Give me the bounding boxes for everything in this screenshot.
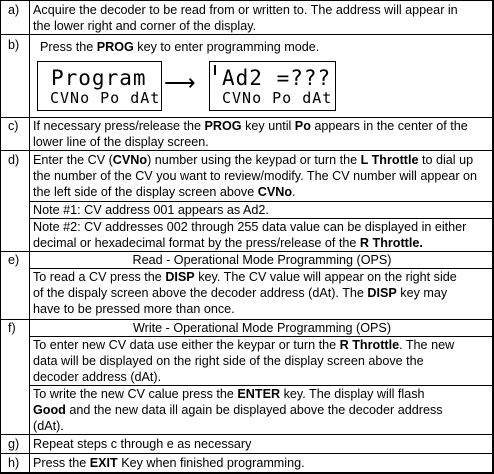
lcd-display-program	[37, 61, 162, 111]
lcd-line2: CVNo Po dAt	[50, 89, 161, 107]
lcd-line2: CVNo Po dAt	[222, 89, 333, 107]
row-e-line1: To read a CV press the DISP key. The CV value will appear on the right side	[33, 270, 457, 284]
row-label: b)	[8, 38, 20, 52]
row-c-line1: If necessary press/release the PROG key until Po appears in the center of the	[33, 119, 468, 133]
row-f-p2-line3: (dAt).	[33, 419, 64, 433]
section-title-read: Read - Operational Mode Programming (OPS)	[132, 253, 392, 267]
exit-key: EXIT	[89, 456, 118, 470]
row-label: c)	[8, 119, 19, 133]
row-a-line1: Acquire the decoder to be read from or written to. The address will appear in	[33, 3, 458, 17]
row-f-p1-line3: decoder address (dAt).	[33, 370, 162, 384]
row-g-text: Repeat steps c through e as necessary	[33, 437, 252, 451]
cursor-mark	[214, 65, 216, 75]
row-f-p1-line2: data will be displayed on the right side of the display screen above the	[33, 354, 424, 368]
note-1: Note #1: CV address 001 appears as Ad2.	[33, 203, 269, 217]
row-f-p2-line1: To write the new CV calue press the ENTER key. The display will flash	[33, 387, 425, 401]
row-label: g)	[8, 437, 20, 451]
row-label: e)	[8, 253, 20, 267]
note-2-line2: decimal or hexadecimal format by the press/release of the R Throttle.	[33, 236, 423, 250]
row-label: h)	[8, 456, 20, 470]
note-2-line1: Note #2: CV addresses 002 through 255 data value can be displayed in either	[33, 220, 467, 234]
prog-key: PROG	[96, 40, 134, 54]
lcd-line1: Program	[51, 66, 147, 90]
row-f-p1-line1: To enter new CV data use either the keypar or turn the R Throttle. The new	[33, 338, 455, 352]
arrow-icon: ⟶	[164, 70, 196, 95]
row-d-line3: the left side of the display screen above CVNo.	[33, 185, 296, 199]
row-h-text: Press the EXIT Key when finished programming.	[33, 456, 305, 470]
lcd-display-address	[209, 61, 336, 111]
row-e-line2: of the dispaly screen above the decoder address (dAt). The DISP key may	[33, 286, 448, 300]
lcd-line1: Ad2 =???	[222, 66, 332, 90]
section-title-write: Write - Operational Mode Programming (OPS)	[132, 321, 392, 335]
row-a-line2: the lower right and corner of the display.	[33, 19, 257, 33]
row-d-line1: Enter the CV (CVNo) number using the keypad or turn the L Throttle to dial up	[33, 153, 474, 167]
row-label: f)	[8, 321, 16, 335]
row-b-text: Press the PROG key to enter programming mode.	[40, 40, 320, 54]
row-c-line2: lower line of the display screen.	[33, 135, 209, 149]
row-label: d)	[8, 153, 20, 167]
row-d-line2: the number of the CV you want to review/modify. The CV number will appear on	[33, 169, 478, 183]
row-label: a)	[8, 3, 20, 17]
row-f-p2-line2: Good and the new data ill again be displayed above the decoder address	[33, 403, 443, 417]
row-e-line3: have to be pressed more than once.	[33, 302, 235, 316]
